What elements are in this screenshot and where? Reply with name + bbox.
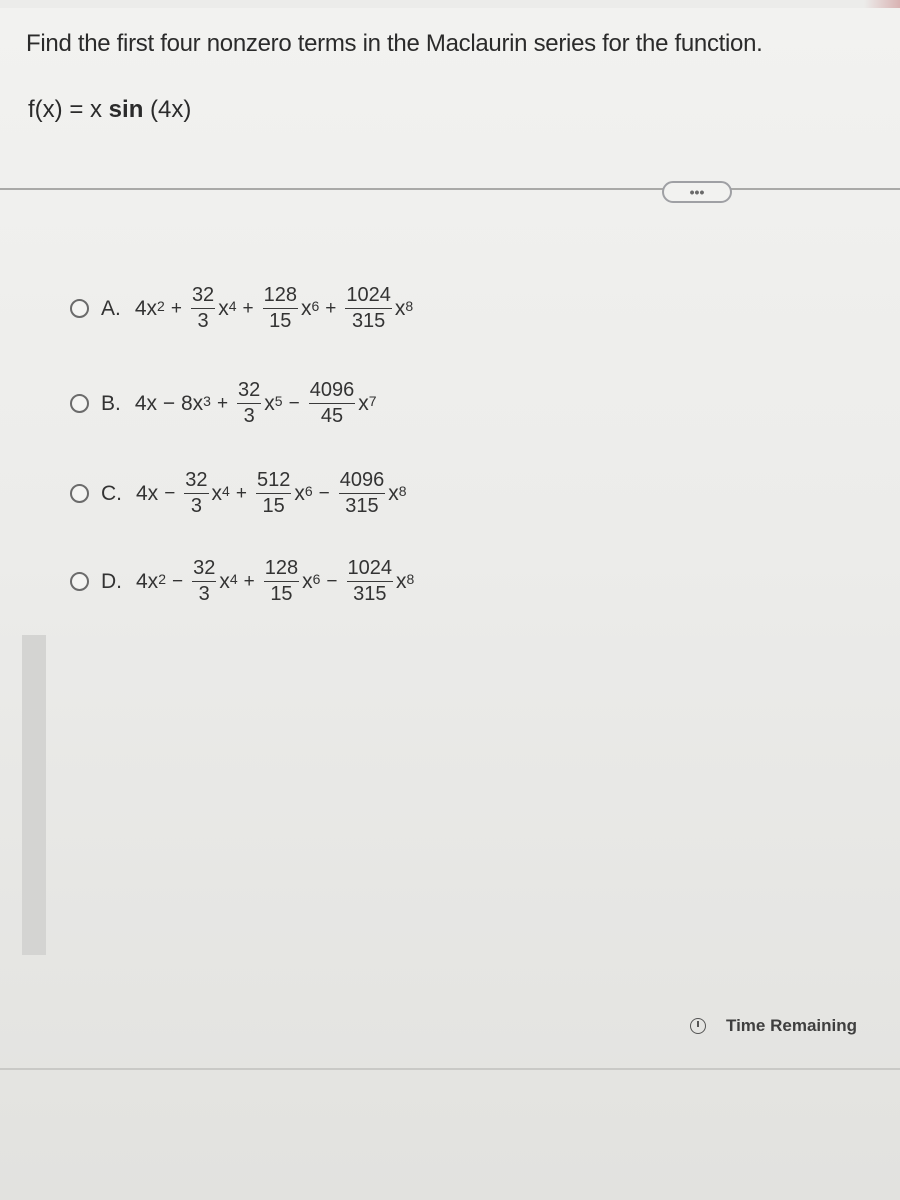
- fraction: $\frac{32}{3}$: [191, 284, 215, 332]
- lead-term: $4x^2$: [134, 296, 165, 320]
- fraction: $\frac{1024}{315}$: [346, 284, 391, 332]
- answer-option-b[interactable]: [70, 380, 377, 427]
- fraction: $\frac{128}{15}$: [263, 284, 297, 332]
- radio-button-c[interactable]: [70, 484, 89, 503]
- option-expression: [136, 558, 414, 605]
- option-letter: D.: [101, 569, 122, 593]
- power-term: $x^4$: [219, 569, 238, 593]
- fraction: $\frac{1024}{315}$: [347, 557, 393, 605]
- power-term: $x^4$: [218, 296, 237, 320]
- term-sign: +: [170, 297, 182, 319]
- option-expression: [136, 470, 407, 517]
- power-term: $x^8$: [394, 296, 414, 320]
- option-expression: [135, 285, 413, 332]
- term-sign: +: [242, 297, 254, 319]
- function-sin: sin: [108, 96, 144, 123]
- fraction: $\frac{32}{3}$: [185, 469, 208, 517]
- fraction: $\frac{4096}{315}$: [339, 469, 385, 517]
- function-definition: [28, 96, 191, 124]
- radio-button-d[interactable]: [70, 572, 89, 591]
- term-sign: −: [171, 570, 184, 592]
- function-prefix: f(x) = x: [28, 96, 109, 123]
- lead-term: 4x: [136, 481, 159, 505]
- term-sign: −: [326, 570, 338, 592]
- term-sign: +: [235, 482, 247, 504]
- option-letter: A.: [101, 296, 121, 320]
- power-term: $x^6$: [302, 569, 321, 593]
- fraction: $\frac{4096}{45}$: [309, 379, 355, 427]
- power-term: $x^8$: [396, 569, 415, 593]
- clock-icon: [690, 1018, 706, 1034]
- answer-option-a[interactable]: [70, 285, 413, 332]
- power-term: $x^6$: [300, 296, 320, 320]
- answer-option-c[interactable]: [70, 470, 407, 517]
- fraction: $\frac{32}{3}$: [238, 379, 261, 427]
- term-sign: −: [288, 392, 300, 414]
- time-remaining-label: Time Remaining: [726, 1016, 857, 1035]
- fraction: $\frac{128}{15}$: [264, 557, 299, 605]
- function-suffix: (4x): [143, 96, 192, 123]
- power-term: $x^4$: [211, 481, 230, 505]
- lead-term: $4x - 8x^3$: [134, 391, 211, 415]
- time-remaining-indicator[interactable]: [690, 1016, 857, 1036]
- power-term: $x^5$: [264, 391, 283, 415]
- term-sign: −: [164, 482, 176, 504]
- power-term: $x^7$: [358, 391, 377, 415]
- section-divider: [0, 188, 900, 190]
- top-accent-bar: [0, 0, 900, 8]
- option-expression: [135, 380, 377, 427]
- fraction: $\frac{32}{3}$: [193, 557, 216, 605]
- more-options-button[interactable]: •••: [662, 181, 732, 203]
- term-sign: −: [318, 482, 330, 504]
- power-term: $x^6$: [294, 481, 313, 505]
- term-sign: +: [325, 297, 337, 319]
- term-sign: +: [243, 570, 255, 592]
- answer-option-d[interactable]: [70, 558, 414, 605]
- footer-divider: [0, 1068, 900, 1070]
- option-letter: B.: [101, 391, 121, 415]
- power-term: $x^8$: [388, 481, 407, 505]
- fraction: $\frac{512}{15}$: [256, 469, 291, 517]
- option-letter: C.: [101, 481, 122, 505]
- left-scroll-rail: [22, 635, 46, 955]
- radio-button-a[interactable]: [70, 299, 89, 318]
- radio-button-b[interactable]: [70, 394, 89, 413]
- term-sign: +: [216, 392, 229, 414]
- question-prompt: Find the first four nonzero terms in the Maclaurin series for the function.: [26, 30, 763, 57]
- lead-term: $4x^2$: [136, 569, 166, 593]
